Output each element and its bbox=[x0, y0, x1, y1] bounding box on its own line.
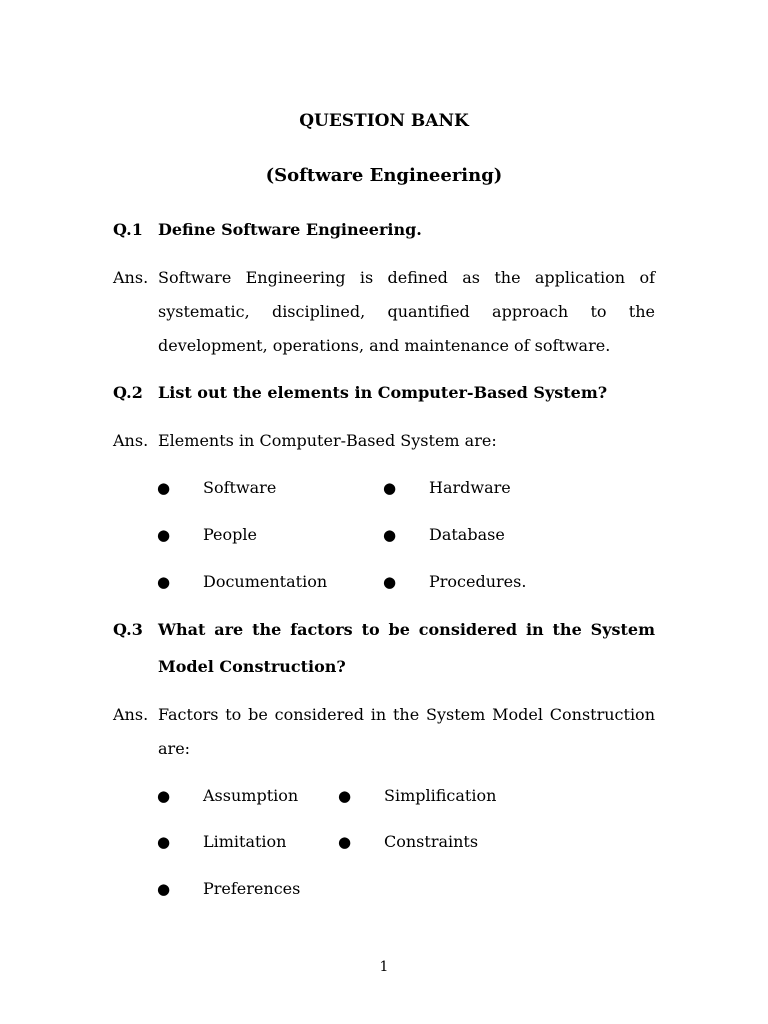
list-item: People bbox=[203, 525, 257, 544]
document-subtitle: (Software Engineering) bbox=[265, 165, 503, 186]
answer-line: development, operations, and maintenance of software. bbox=[158, 336, 611, 355]
list-item: Documentation bbox=[203, 572, 328, 591]
bullet-icon: ● bbox=[157, 833, 171, 851]
answer-label: Ans. bbox=[113, 431, 149, 450]
list-item: Limitation bbox=[203, 832, 287, 851]
question-text: List out the elements in Computer-Based System? bbox=[158, 383, 608, 402]
bullet-icon: ● bbox=[157, 787, 171, 805]
question-number: Q.2 bbox=[113, 383, 143, 402]
bullet-icon: ● bbox=[383, 479, 397, 497]
question-number: Q.3 bbox=[113, 620, 143, 639]
list-item: Preferences bbox=[203, 879, 301, 898]
bullet-icon: ● bbox=[157, 526, 171, 544]
bullet-icon: ● bbox=[157, 573, 171, 591]
question-text: Model Construction? bbox=[158, 657, 346, 676]
answer-label: Ans. bbox=[113, 705, 149, 724]
bullet-icon: ● bbox=[157, 880, 171, 898]
question-text: What are the factors to be considered in the System bbox=[158, 620, 655, 639]
answer-label: Ans. bbox=[113, 268, 149, 287]
document-title: QUESTION BANK bbox=[299, 111, 469, 131]
list-item: Database bbox=[429, 525, 505, 544]
bullet-icon: ● bbox=[383, 526, 397, 544]
bullet-icon: ● bbox=[157, 479, 171, 497]
list-item: Assumption bbox=[203, 786, 299, 805]
answer-line: are: bbox=[158, 739, 191, 758]
answer-line: Elements in Computer-Based System are: bbox=[158, 431, 497, 450]
answer-line: Factors to be considered in the System Model Construction bbox=[158, 705, 655, 724]
bullet-icon: ● bbox=[338, 833, 352, 851]
bullet-icon: ● bbox=[383, 573, 397, 591]
list-item: Simplification bbox=[384, 786, 497, 805]
question-number: Q.1 bbox=[113, 220, 143, 239]
answer-line: systematic, disciplined, quantified approach to the bbox=[158, 302, 655, 321]
list-item: Hardware bbox=[429, 478, 511, 497]
answer-line: Software Engineering is defined as the application of bbox=[158, 268, 655, 287]
page-number: 1 bbox=[379, 959, 389, 975]
question-text: Define Software Engineering. bbox=[158, 220, 422, 239]
list-item: Constraints bbox=[384, 832, 479, 851]
list-item: Software bbox=[203, 478, 277, 497]
bullet-icon: ● bbox=[338, 787, 352, 805]
list-item: Procedures. bbox=[429, 572, 527, 591]
